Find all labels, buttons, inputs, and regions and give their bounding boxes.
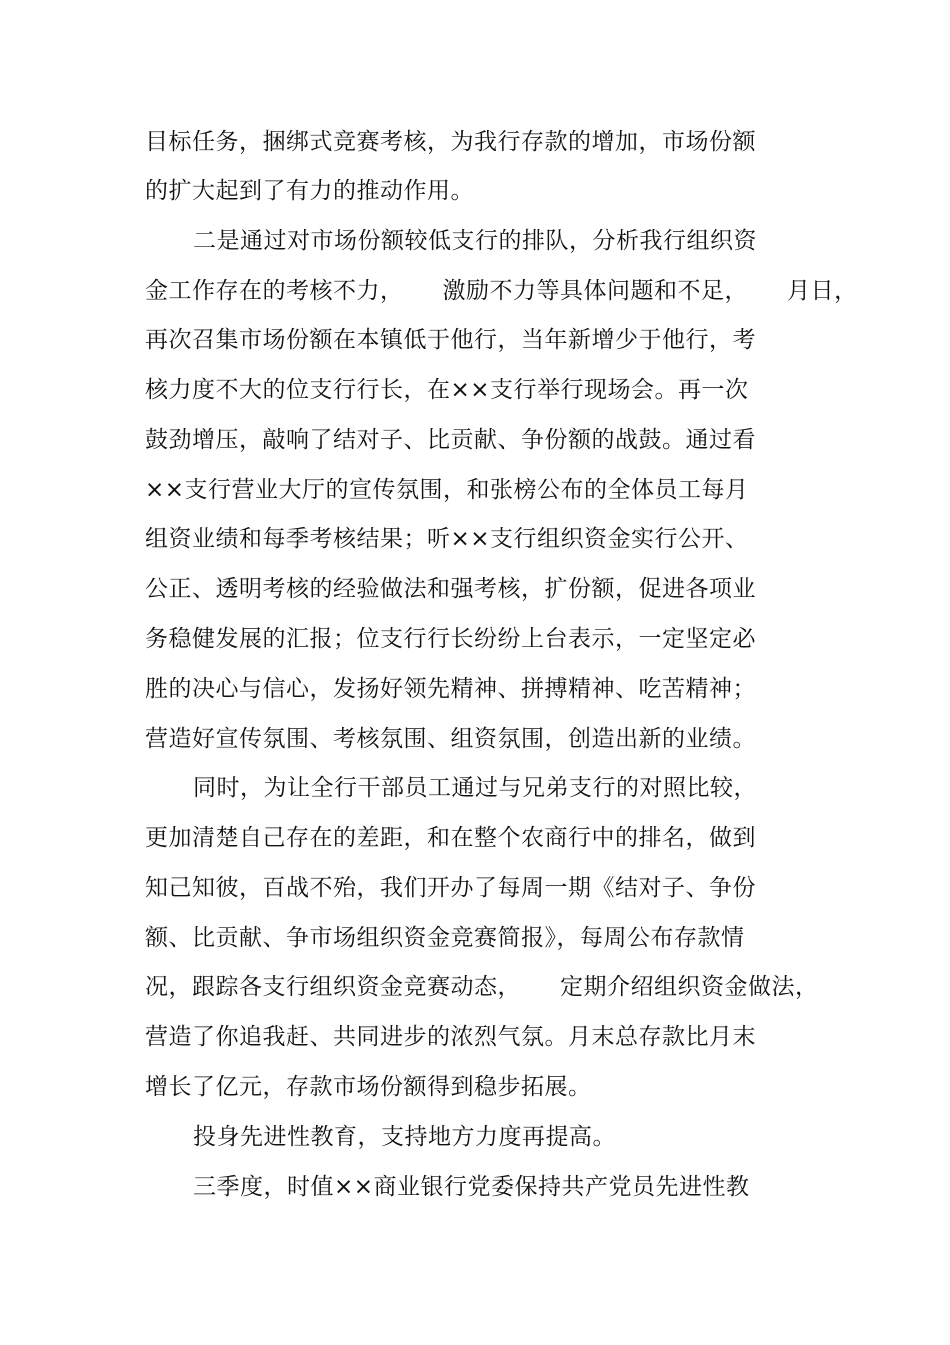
text-line: 营造了你追我赶、共同进步的浓烈气氛。月末总存款比月末 [145,1024,756,1050]
text-line: 更加清楚自己存在的差距，和在整个农商行中的排名，做到 [145,825,756,851]
text-line: 同时，为让全行干部员工通过与兄弟支行的对照比较， [193,775,757,801]
text-line: 三季度，时值××商业银行党委保持共产党员先进性教 [193,1174,750,1200]
text-line: 组资业绩和每季考核结果；听××支行组织资金实行公开、 [145,526,749,552]
text-line: 目标任务，捆绑式竞赛考核，为我行存款的增加，市场份额 [145,129,756,155]
text-line: 的扩大起到了有力的推动作用。 [145,178,474,204]
text-line: 胜的决心与信心，发扬好领先精神、拼搏精神、吃苦精神； [145,676,756,702]
text-line: 再次召集市场份额在本镇低于他行，当年新增少于他行，考 [145,327,756,353]
text-line: 务稳健发展的汇报；位支行行长纷纷上台表示，一定坚定必 [145,626,756,652]
text-line: 况，跟踪各支行组织资金竞赛动态， 定期介绍组织资金做法， [145,974,819,1000]
text-line: 投身先进性教育，支持地方力度再提高。 [193,1124,616,1150]
text-line: 二是通过对市场份额较低支行的排队，分析我行组织资 [193,228,757,254]
text-line: 金工作存在的考核不力， 激励不力等具体问题和不足， 月日， [145,278,858,304]
text-line: 增长了亿元，存款市场份额得到稳步拓展。 [145,1074,592,1100]
text-line: ××支行营业大厅的宣传氛围，和张榜公布的全体员工每月 [145,477,749,503]
text-line: 鼓劲增压，敲响了结对子、比贡献、争份额的战鼓。通过看 [145,427,756,453]
text-line: 公正、透明考核的经验做法和强考核，扩份额，促进各项业 [145,576,756,602]
text-line: 核力度不大的位支行行长，在××支行举行现场会。再一次 [145,377,749,403]
text-line: 营造好宣传氛围、考核氛围、组资氛围，创造出新的业绩。 [145,726,756,752]
text-line: 知己知彼，百战不殆，我们开办了每周一期《结对子、争份 [145,875,756,901]
text-line: 额、比贡献、争市场组织资金竞赛简报》，每周公布存款情 [145,925,745,951]
